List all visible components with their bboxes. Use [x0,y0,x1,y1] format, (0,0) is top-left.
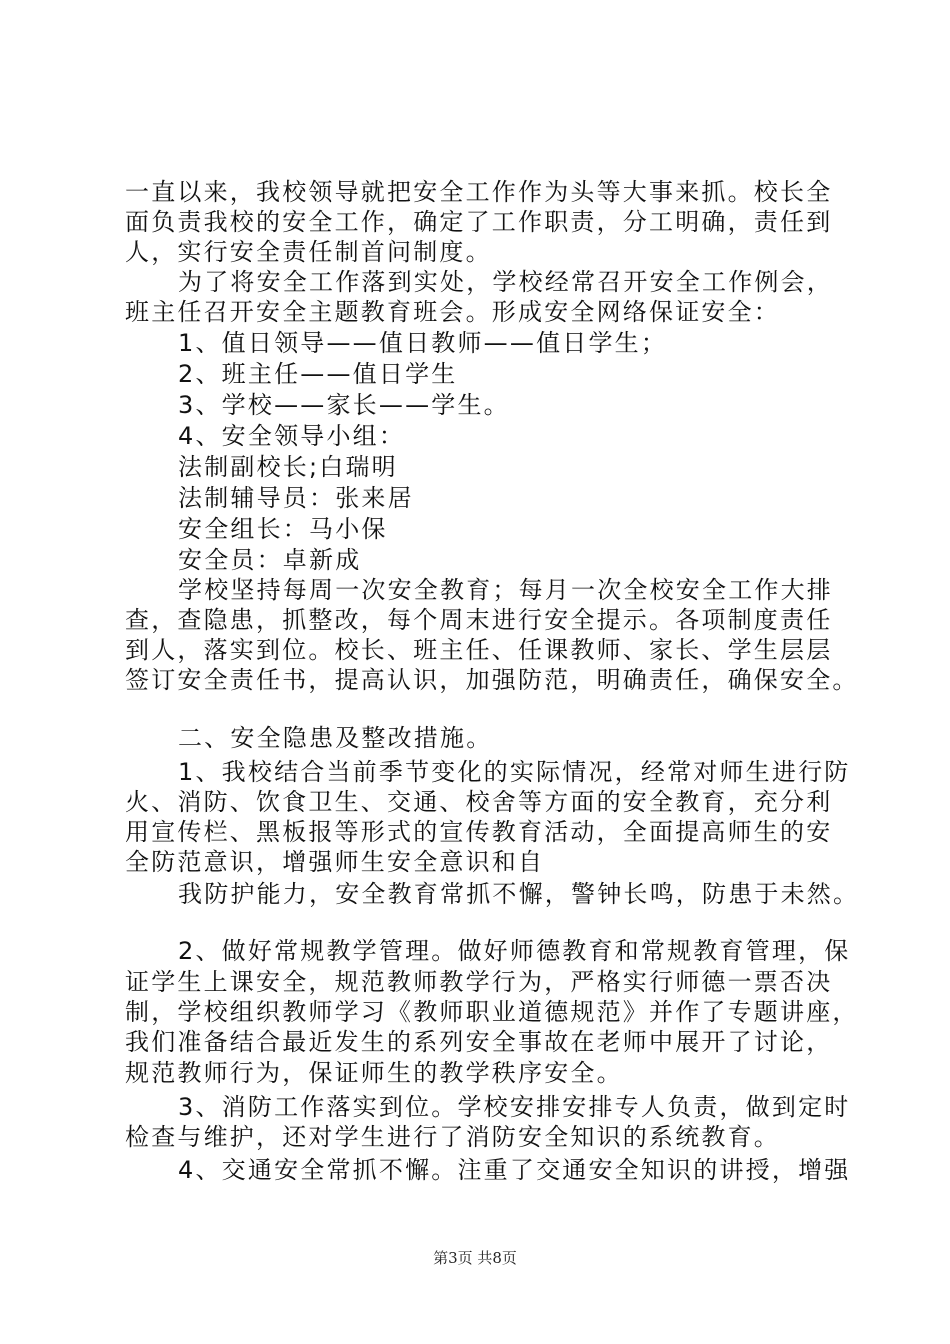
list-item: 法制副校长;白瑞明 [178,453,398,481]
paragraph-line: 4、交通安全常抓不懈。注重了交通安全知识的讲授，增强 [178,1156,851,1184]
list-item: 安全组长：马小保 [178,515,388,543]
paragraph-line: 规范教师行为，保证师生的教学秩序安全。 [125,1059,623,1087]
paragraph-line: 2、做好常规教学管理。做好师德教育和常规教育管理，保 [178,937,851,965]
paragraph-line: 检查与维护，还对学生进行了消防安全知识的系统教育。 [125,1123,780,1151]
section-heading: 二、安全隐患及整改措施。 [178,724,493,752]
page-number: 第3页 共8页 [433,1249,517,1267]
list-item: 安全员：卓新成 [178,546,362,574]
paragraph-line: 签订安全责任书，提高认识，加强防范，明确责任，确保安全。 [125,666,859,694]
paragraph-line: 用宣传栏、黑板报等形式的宣传教育活动，全面提高师生的安 [125,818,833,846]
list-item: 4、安全领导小组： [178,422,406,450]
paragraph-line: 制，学校组织教师学习《教师职业道德规范》并作了专题讲座， [125,998,859,1026]
paragraph-line: 证学生上课安全，规范教师教学行为，严格实行师德一票否决 [125,968,833,996]
list-item: 1、值日领导——值日教师——值日学生； [178,329,668,357]
paragraph-line: 火、消防、饮食卫生、交通、校舍等方面的安全教育，充分利 [125,788,833,816]
paragraph-line: 人，实行安全责任制首问制度。 [125,238,492,266]
paragraph-line: 面负责我校的安全工作，确定了工作职责，分工明确，责任到 [125,208,833,236]
paragraph-line: 3、消防工作落实到位。学校安排安排专人负责，做到定时 [178,1093,851,1121]
list-item: 法制辅导员：张来居 [178,484,414,512]
paragraph-line: 学校坚持每周一次安全教育；每月一次全校安全工作大排 [178,576,833,604]
paragraph-line: 我防护能力，安全教育常抓不懈，警钟长鸣，防患于未然。 [178,880,860,908]
paragraph-line: 班主任召开安全主题教育班会。形成安全网络保证安全： [125,298,780,326]
paragraph-line: 查，查隐患，抓整改，每个周末进行安全提示。各项制度责任 [125,606,833,634]
list-item: 3、学校——家长——学生。 [178,391,510,419]
paragraph-line: 我们准备结合最近发生的系列安全事故在老师中展开了讨论， [125,1028,833,1056]
paragraph-line: 1、我校结合当前季节变化的实际情况，经常对师生进行防 [178,758,851,786]
paragraph-line: 到人，落实到位。校长、班主任、任课教师、家长、学生层层 [125,636,833,664]
list-item: 2、班主任——值日学生 [178,360,458,388]
paragraph-line: 全防范意识，增强师生安全意识和自 [125,848,545,876]
paragraph-line: 为了将安全工作落到实处，学校经常召开安全工作例会， [178,268,833,296]
paragraph-line: 一直以来，我校领导就把安全工作作为头等大事来抓。校长全 [125,178,833,206]
